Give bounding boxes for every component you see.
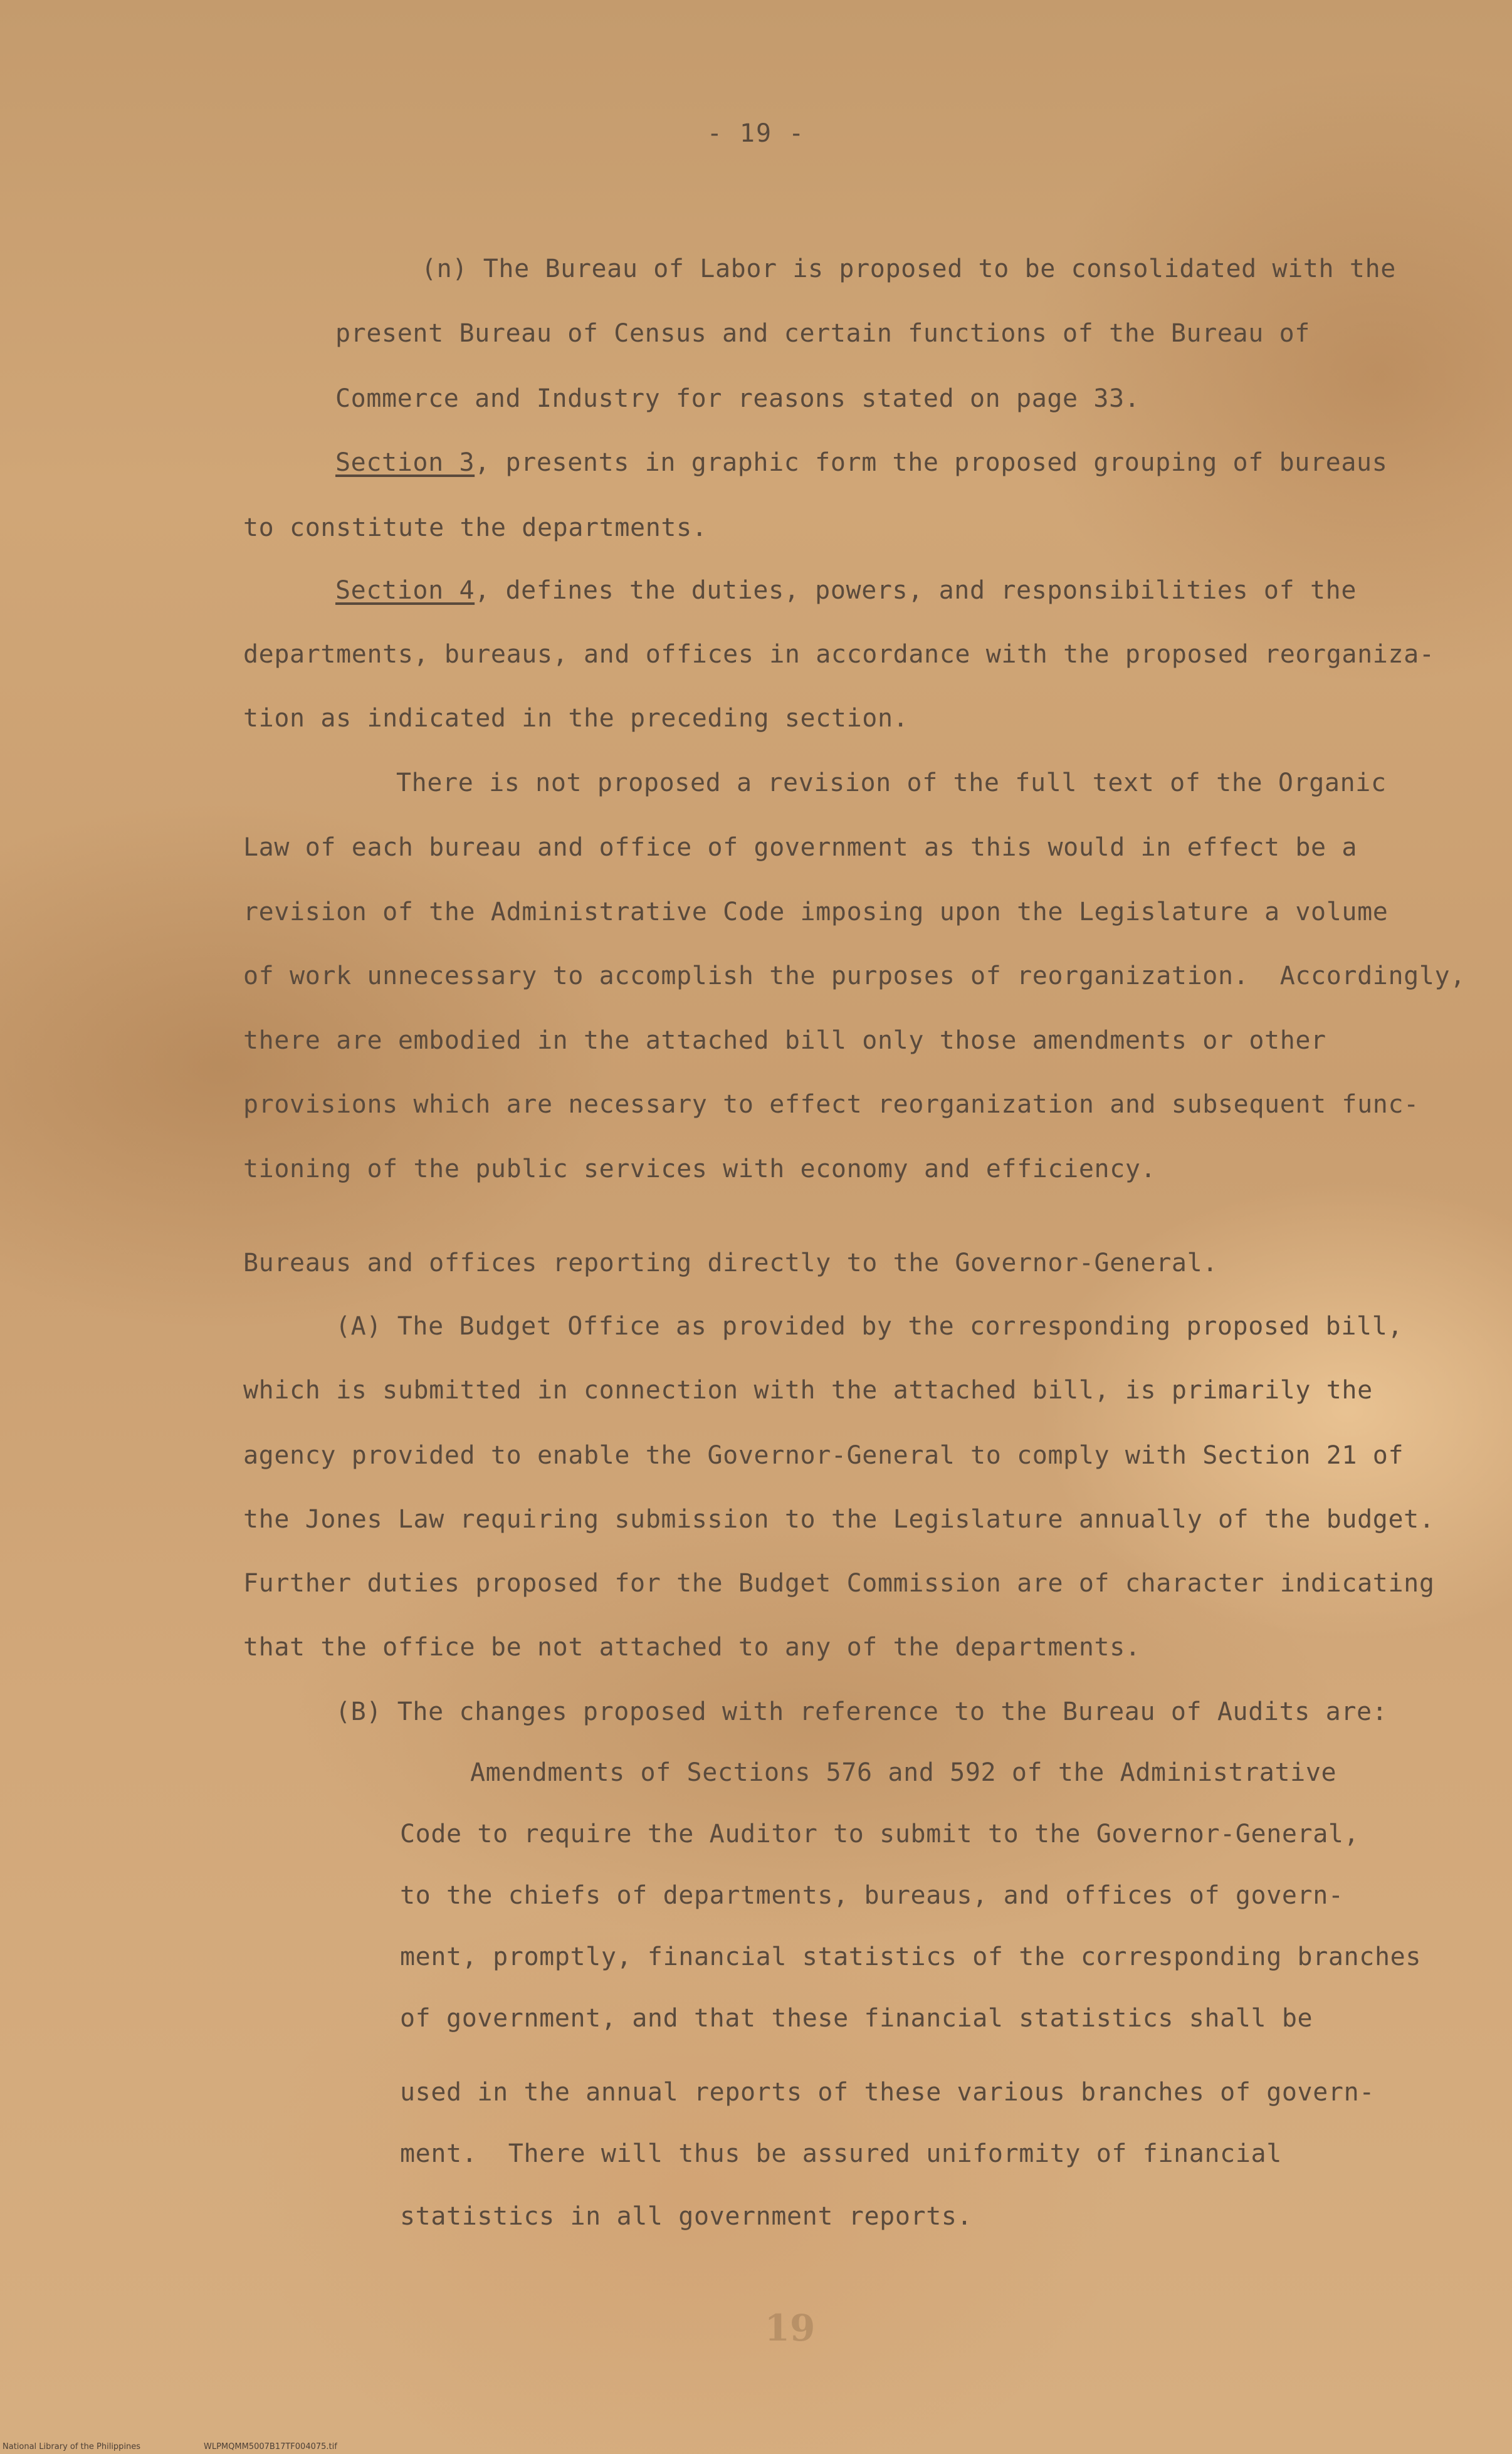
text-line: Code to require the Auditor to submit to the Governor-General, — [400, 1820, 1360, 1848]
text-line — [335, 448, 1387, 478]
text-line: (B) The changes proposed with reference to the Bureau of Audits are: — [335, 1697, 1388, 1726]
page-number: - 19 - — [706, 119, 806, 148]
text-line: agency provided to enable the Governor-General to comply with Section 21 of — [243, 1441, 1404, 1470]
text-line: the Jones Law requiring submission to the Legislature annually of the budget. — [243, 1505, 1435, 1534]
text-line: ment. There will thus be assured uniformity of financial — [400, 2139, 1282, 2168]
section-3-text: , presents in graphic form the proposed grouping of bureaus — [475, 448, 1388, 477]
text-line: to constitute the departments. — [243, 513, 708, 542]
text-line: ment, promptly, financial statistics of the corresponding branches — [400, 1943, 1422, 1971]
section-4-text: , defines the duties, powers, and responsibilities of the — [475, 576, 1357, 605]
text-line: Commerce and Industry for reasons stated on page 33. — [335, 384, 1140, 413]
page-stamp: 19 — [764, 2307, 816, 2349]
text-line: to the chiefs of departments, bureaus, and offices of govern- — [400, 1881, 1344, 1910]
text-line: Law of each bureau and office of government as this would in effect be a — [243, 833, 1358, 862]
text-line: revision of the Administrative Code imposing upon the Legislature a volume — [243, 898, 1389, 926]
text-line: which is submitted in connection with the attached bill, is primarily the — [243, 1376, 1373, 1405]
text-line: of government, and that these financial statistics shall be — [400, 2004, 1313, 2033]
text-line: statistics in all government reports. — [400, 2202, 973, 2231]
text-line — [335, 575, 1357, 606]
text-line: provisions which are necessary to effect reorganization and subsequent func- — [243, 1090, 1419, 1119]
text-line: of work unnecessary to accomplish the purposes of reorganization. Accordingly, — [243, 962, 1466, 990]
text-line: that the office be not attached to any of the departments. — [243, 1633, 1141, 1662]
section-3-heading: Section 3 — [335, 448, 475, 477]
text-line: (n) The Bureau of Labor is proposed to be consolidated with the — [421, 254, 1396, 283]
text-line: tioning of the public services with economy and efficiency. — [243, 1155, 1157, 1183]
text-line: Further duties proposed for the Budget Commission are of character indicating — [243, 1569, 1435, 1598]
text-line: used in the annual reports of these various branches of govern- — [400, 2078, 1375, 2107]
text-line: present Bureau of Census and certain functions of the Bureau of — [335, 319, 1310, 348]
library-footer: National Library of the Philippines — [3, 2442, 141, 2451]
text-line: tion as indicated in the preceding section. — [243, 704, 909, 733]
text-line: Amendments of Sections 576 and 592 of the Administrative — [470, 1758, 1337, 1787]
subheading: Bureaus and offices reporting directly to the Governor-General. — [243, 1249, 1218, 1277]
text-line: (A) The Budget Office as provided by the corresponding proposed bill, — [335, 1312, 1404, 1341]
section-4-heading: Section 4 — [335, 576, 475, 605]
text-line: departments, bureaus, and offices in accordance with the proposed reorganiza- — [243, 640, 1435, 669]
file-code: WLPMQMM5007B17TF004075.tif — [204, 2442, 337, 2451]
text-line: There is not proposed a revision of the full text of the Organic — [396, 768, 1387, 797]
text-line: there are embodied in the attached bill only those amendments or other — [243, 1026, 1326, 1055]
